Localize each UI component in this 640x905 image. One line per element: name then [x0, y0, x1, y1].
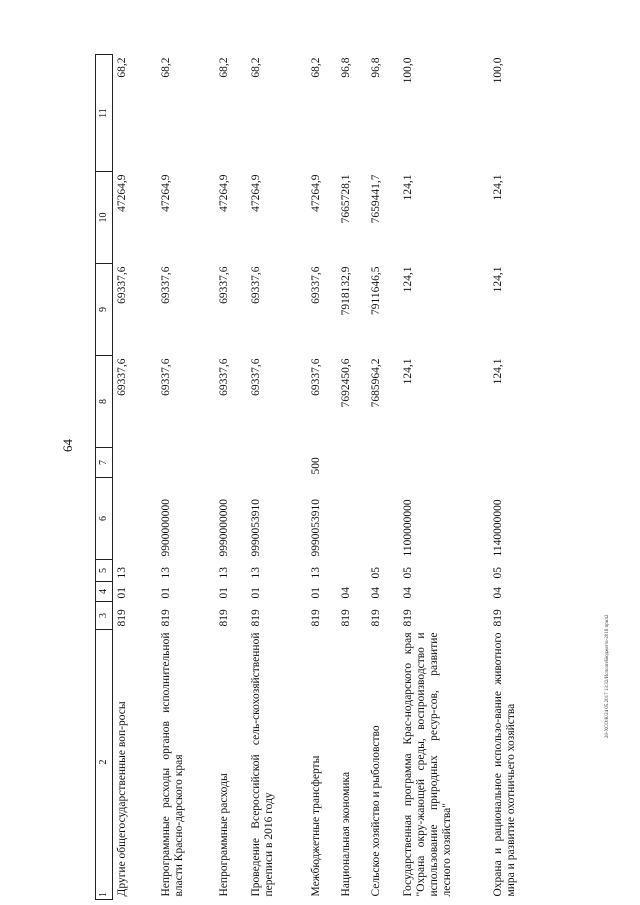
table-row — [307, 55, 337, 900]
cell-c7 — [247, 448, 307, 478]
cell-c11: 96,8 — [369, 57, 382, 78]
row-name: Государственная программа Крас-нодарского края "Охрана окру-жающей среды, воспроизводство и использование природных ресур-сов, развитие лесного хозяйства" — [401, 632, 453, 897]
cell-c7 — [399, 448, 489, 478]
table-row — [337, 55, 367, 900]
header-cell: 4 — [96, 582, 113, 602]
cell-c3: 819 — [159, 609, 172, 627]
header-cell: 3 — [96, 602, 113, 630]
rotated-table-container — [95, 55, 600, 900]
cell-c6: 1140000000 — [491, 499, 504, 557]
header-cell: 1 2 — [96, 630, 113, 900]
cell-c10: 47264,9 — [249, 174, 262, 212]
page-number: 64 — [60, 439, 75, 452]
cell-c6 — [367, 478, 399, 560]
cell-c6 — [337, 478, 367, 560]
cell-c10: 7659441,7 — [369, 174, 382, 224]
cell-c3: 819 — [491, 609, 504, 627]
cell-c10: 47264,9 — [159, 174, 172, 212]
header-cell: 10 — [96, 172, 113, 264]
cell-c7 — [337, 448, 367, 478]
cell-c8: 69337,6 — [159, 358, 172, 396]
row-name: Охрана и рациональное использо-вание животного мира и развитие охотничьего хозяйства — [491, 632, 517, 897]
table-row — [247, 55, 307, 900]
budget-table — [95, 54, 547, 900]
header-cell: 11 — [96, 55, 113, 172]
cell-c10: 47264,9 — [309, 174, 322, 212]
cell-c5: 05 — [401, 567, 414, 579]
cell-c11: 68,2 — [159, 57, 172, 78]
cell-c9: 69337,6 — [116, 266, 128, 304]
cell-c3: 819 — [309, 609, 322, 627]
cell-c4: 01 — [309, 587, 322, 599]
table-row — [367, 55, 399, 900]
cell-c8: 7692450,6 — [339, 358, 352, 408]
cell-c5: 05 — [369, 567, 382, 579]
cell-c6: 9990000000 — [217, 499, 230, 557]
cell-c7: 500 — [309, 457, 322, 475]
cell-c9: 7911646,5 — [369, 266, 382, 315]
table-row — [215, 55, 247, 900]
cell-c11: 100,0 — [491, 57, 504, 84]
header-cell: 7 — [96, 448, 113, 478]
cell-c11: 68,2 — [249, 57, 262, 78]
cell-c6: 1100000000 — [401, 499, 414, 557]
cell-c8: 69337,6 — [309, 358, 322, 396]
cell-c9: 69337,6 — [217, 266, 230, 304]
cell-c9: 69337,6 — [309, 266, 322, 304]
cell-c3: 819 — [116, 609, 128, 627]
cell-c6: 9990053910 — [309, 499, 322, 557]
row-name: Проведение Всероссийской сель-скохозяйственной переписи в 2016 году — [249, 632, 275, 897]
cell-c4: 04 — [401, 587, 414, 599]
header-cell: 6 — [96, 478, 113, 560]
header-cell: 8 — [96, 356, 113, 448]
header-cell: 5 — [96, 560, 113, 582]
cell-c10: 7665728,1 — [339, 174, 352, 224]
table-row — [489, 55, 547, 900]
cell-c5: 13 — [159, 567, 172, 579]
cell-c11: 100,0 — [401, 57, 414, 84]
cell-c8: 69337,6 — [217, 358, 230, 396]
table-row — [399, 55, 489, 900]
cell-c8: 69337,6 — [249, 358, 262, 396]
cell-c8: 124,1 — [401, 358, 414, 385]
cell-c3: 819 — [217, 609, 230, 627]
row-name: Сельское хозяйство и рыболовство — [369, 725, 382, 897]
cell-c3: 819 — [339, 609, 352, 627]
cell-c10: 124,1 — [401, 174, 414, 201]
cell-c5: 05 — [491, 567, 504, 579]
cell-c10: 47264,9 — [116, 174, 128, 212]
cell-c4: 01 — [116, 587, 128, 599]
cell-c3: 819 — [249, 609, 262, 627]
row-name: Межбюджетные трансферты — [309, 755, 322, 897]
cell-c7 — [157, 448, 215, 478]
cell-c6: 9900000000 — [159, 499, 172, 557]
cell-c9: 124,1 — [491, 266, 504, 293]
cell-c5: 13 — [217, 567, 230, 579]
row-name: Непрограммные расходы — [217, 773, 230, 897]
header-row — [96, 55, 113, 900]
cell-c5: 13 — [249, 567, 262, 579]
cell-c7 — [489, 448, 547, 478]
cell-c11: 68,2 — [309, 57, 322, 78]
row-name: Непрограммные расходы органов исполнительной власти Красно-дарского края — [159, 632, 185, 897]
cell-c9: 69337,6 — [249, 266, 262, 304]
cell-c5: 13 — [309, 567, 322, 579]
row-name: Национальная экономика — [339, 771, 352, 897]
cell-c6 — [113, 478, 157, 560]
cell-c7 — [367, 448, 399, 478]
cell-c11: 68,2 — [116, 57, 128, 78]
cell-c5: 13 — [116, 567, 128, 579]
cell-c4: 01 — [249, 587, 262, 599]
table-row — [157, 55, 215, 900]
cell-c10: 47264,9 — [217, 174, 230, 212]
cell-c8: 7685964,2 — [369, 358, 382, 408]
cell-c4: 04 — [339, 587, 352, 599]
table-row — [113, 55, 157, 900]
cell-c9: 69337,6 — [159, 266, 172, 304]
cell-c5 — [337, 560, 367, 582]
cell-c3: 819 — [369, 609, 382, 627]
cell-c9: 124,1 — [401, 266, 414, 293]
cell-c11: 96,8 — [339, 57, 352, 78]
cell-c4: 01 — [217, 587, 230, 599]
footer-path: 20-ХСО:К/24 05.2017 13:32/Исполн/Бюджет/к-2016 прил2 — [605, 614, 610, 738]
cell-c11: 68,2 — [217, 57, 230, 78]
cell-c4: 01 — [159, 587, 172, 599]
cell-c9: 7918132,9 — [339, 266, 352, 316]
row-name: Другие общегосударственные воп-росы — [116, 701, 128, 897]
cell-c3: 819 — [401, 609, 414, 627]
cell-c7 — [215, 448, 247, 478]
header-cell: 9 — [96, 264, 113, 356]
cell-c6: 9990053910 — [249, 499, 262, 557]
cell-c7 — [113, 448, 157, 478]
cell-c8: 124,1 — [491, 358, 504, 385]
cell-c10: 124,1 — [491, 174, 504, 201]
cell-c8: 69337,6 — [116, 358, 128, 396]
cell-c4: 04 — [491, 587, 504, 599]
cell-c4: 04 — [369, 587, 382, 599]
